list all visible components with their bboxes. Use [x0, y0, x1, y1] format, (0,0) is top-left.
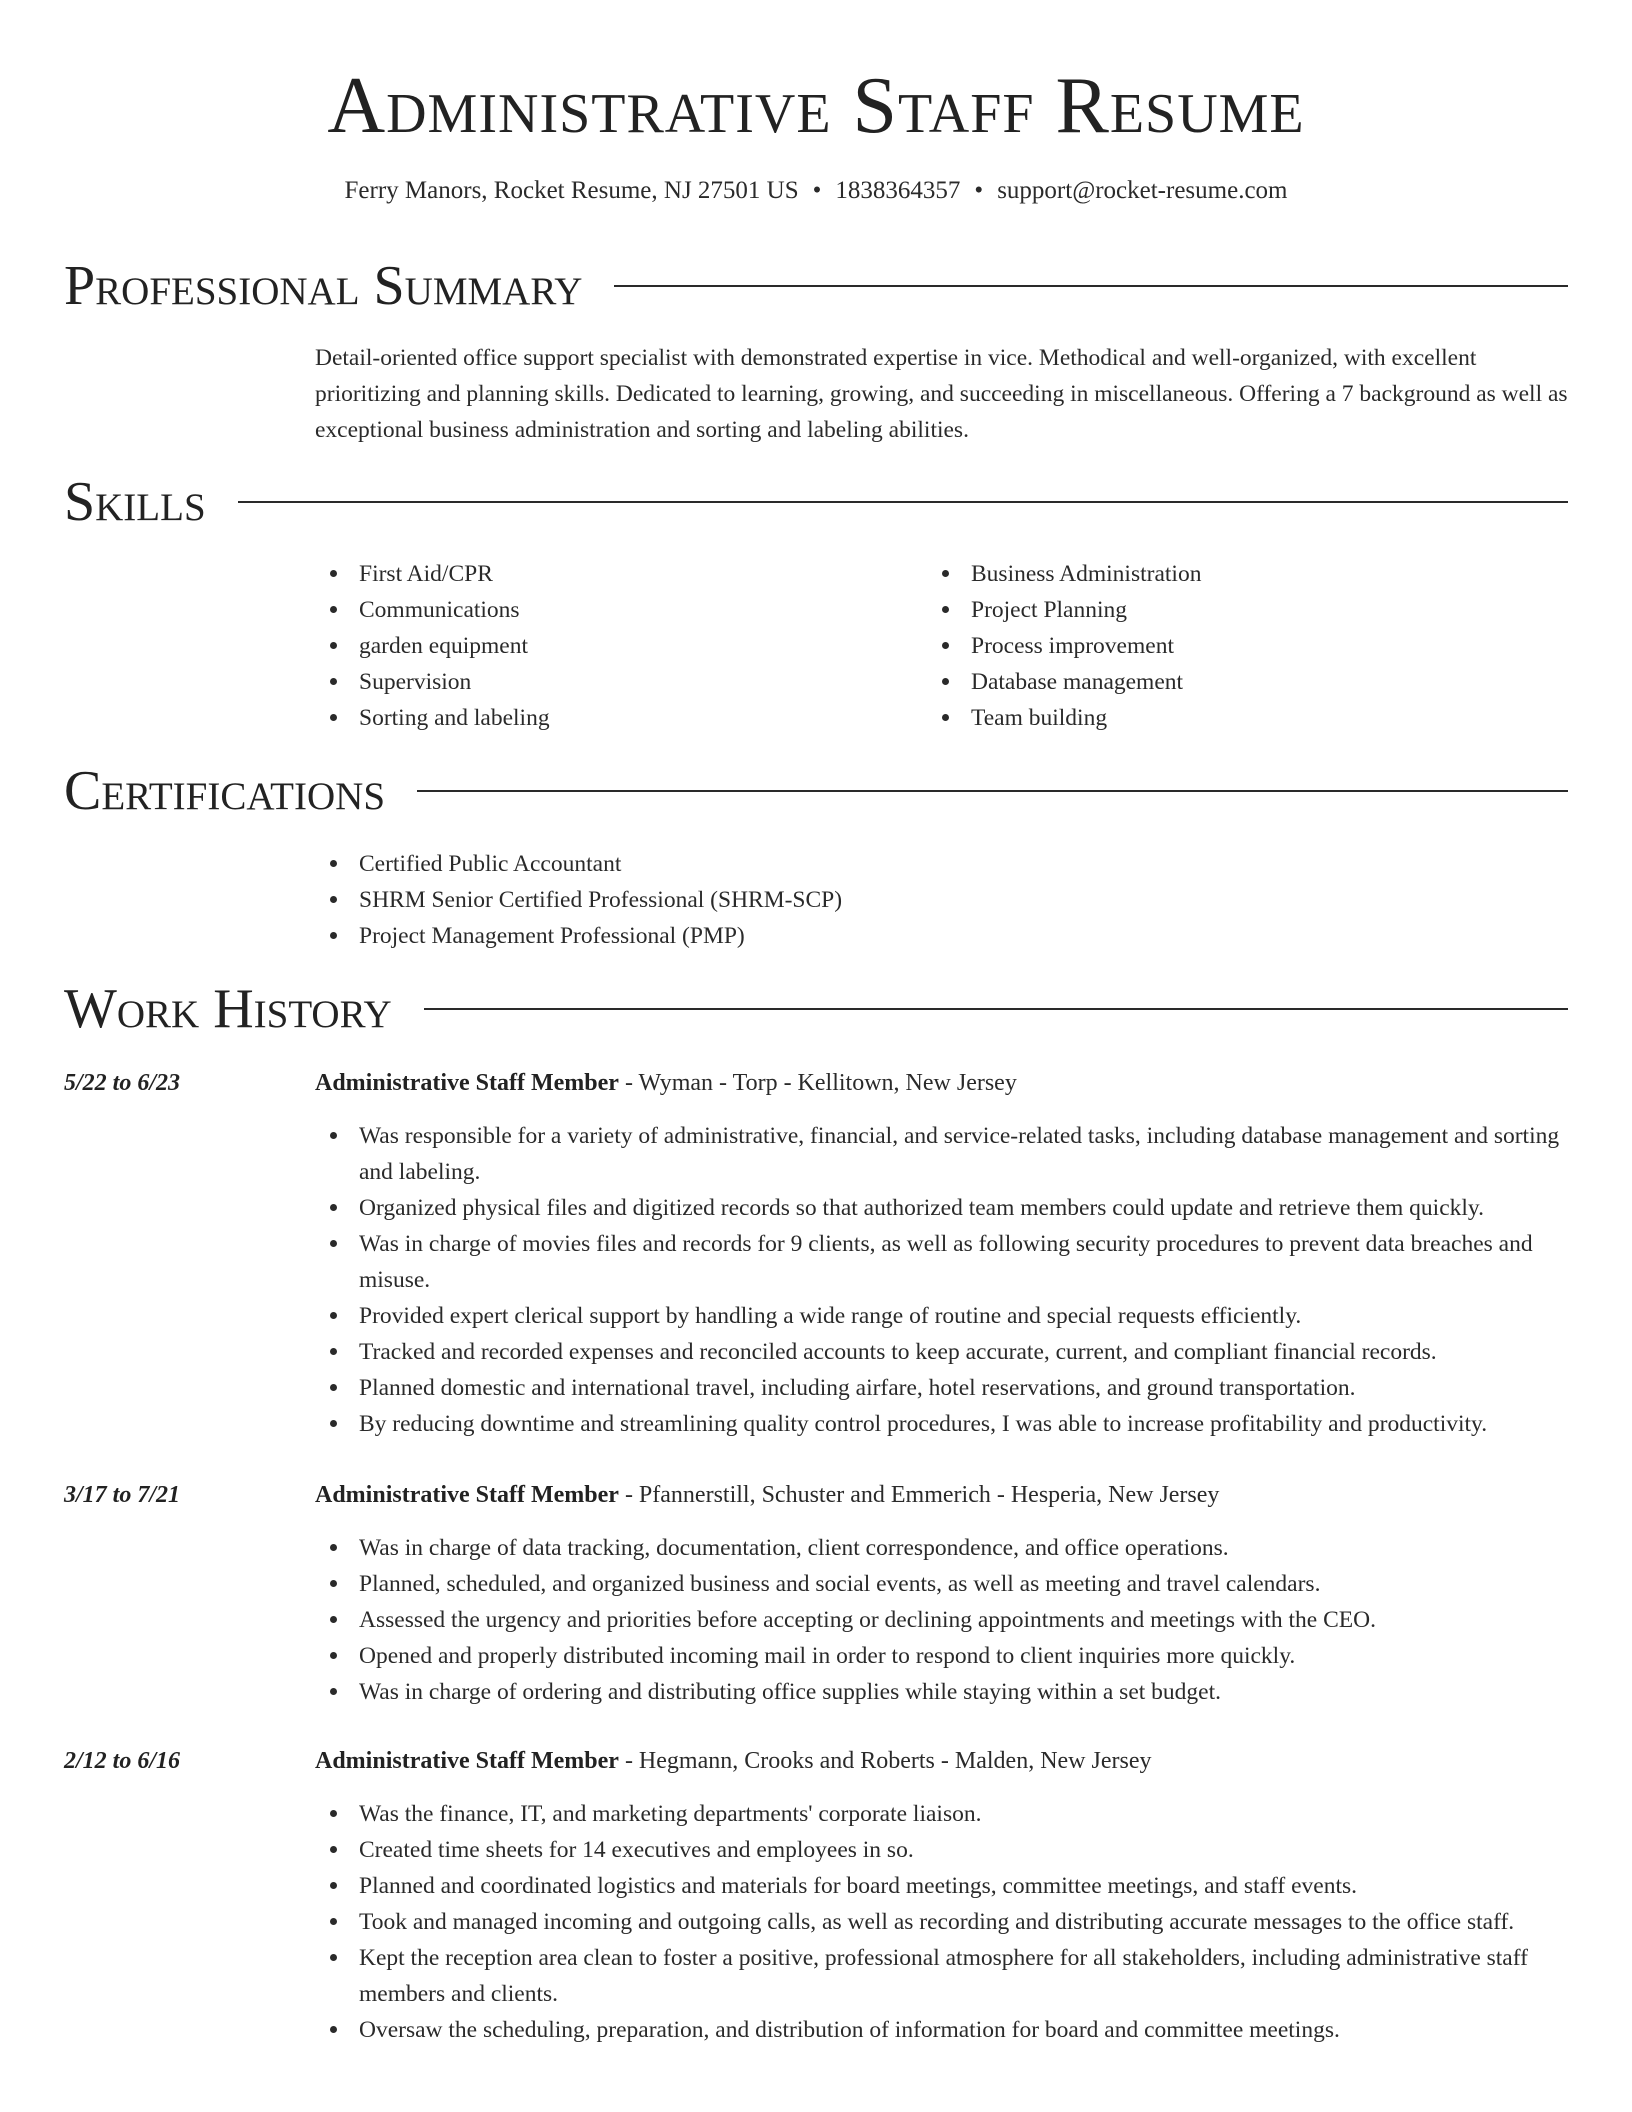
job-employer: - Pfannerstill, Schuster and Emmerich - Hesperia, New Jersey — [618, 1482, 1220, 1508]
job-title: Administrative Staff Member — [315, 1482, 619, 1508]
job-duty: Organized physical files and digitized records so that authorized team members could update and retrieve them quickly. — [315, 1190, 1570, 1226]
skills-heading: Skills — [64, 471, 206, 533]
job-duties-list — [315, 1530, 1570, 1710]
skill-item: First Aid/CPR — [315, 556, 550, 592]
job-duty: Oversaw the scheduling, preparation, and distribution of information for board and committee meetings. — [315, 2012, 1570, 2048]
section-divider — [424, 1008, 1568, 1010]
certification-item: Certified Public Accountant — [315, 846, 842, 882]
contact-phone: 1838364357 — [835, 177, 961, 204]
skill-item: Supervision — [315, 664, 550, 700]
skill-item: garden equipment — [315, 628, 550, 664]
section-divider — [614, 285, 1568, 287]
job-duty: Was responsible for a variety of administrative, financial, and service-related tasks, including database management and sorting and labeling. — [315, 1118, 1570, 1190]
job-duty: Took and managed incoming and outgoing calls, as well as recording and distributing accurate messages to the office staff. — [315, 1904, 1570, 1940]
job-dates: 3/17 to 7/21 — [64, 1482, 181, 1508]
job-header — [315, 1477, 1570, 1513]
skill-item: Project Planning — [927, 592, 1201, 628]
summary-section-header — [64, 254, 1568, 318]
skills-section-header — [64, 470, 1568, 534]
job-duty: Planned domestic and international travel, including airfare, hotel reservations, and ground transportation. — [315, 1370, 1570, 1406]
certification-item: Project Management Professional (PMP) — [315, 918, 842, 954]
job-duty: Planned and coordinated logistics and materials for board meetings, committee meetings, and staff events. — [315, 1868, 1570, 1904]
resume-title: Administrative Staff Resume — [327, 62, 1305, 150]
contact-separator: • — [974, 177, 984, 204]
summary-heading: Professional Summary — [64, 255, 583, 317]
section-divider — [417, 790, 1568, 792]
job-duty: Was in charge of movies files and records for 9 clients, as well as following security procedures to prevent data breaches and misuse. — [315, 1226, 1570, 1298]
certification-item: SHRM Senior Certified Professional (SHRM-SCP) — [315, 882, 842, 918]
job-title: Administrative Staff Member — [315, 1748, 619, 1774]
job-duties-list — [315, 1118, 1570, 1442]
certifications-heading: Certifications — [64, 760, 386, 822]
job-duty: Created time sheets for 14 executives and employees in so. — [315, 1832, 1570, 1868]
certifications-list — [315, 846, 842, 954]
skill-item: Team building — [927, 700, 1201, 736]
job-dates: 5/22 to 6/23 — [64, 1070, 181, 1096]
work-history-section-header — [64, 977, 1568, 1041]
job-duty: Planned, scheduled, and organized business and social events, as well as meeting and travel calendars. — [315, 1566, 1570, 1602]
job-duty: Kept the reception area clean to foster a positive, professional atmosphere for all stakeholders, including administrative staff members and clients. — [315, 1940, 1570, 2012]
skill-item: Communications — [315, 592, 550, 628]
contact-address: Ferry Manors, Rocket Resume, NJ 27501 US — [344, 177, 799, 204]
work-history-heading: Work History — [64, 978, 392, 1040]
job-duty: Tracked and recorded expenses and reconciled accounts to keep accurate, current, and compliant financial records. — [315, 1334, 1570, 1370]
contact-email: support@rocket-resume.com — [997, 177, 1288, 204]
job-employer: - Hegmann, Crooks and Roberts - Malden, New Jersey — [618, 1748, 1152, 1774]
summary-text: Detail-oriented office support specialist with demonstrated expertise in vice. Methodical and well-organized, with excellent prioritizing and planning skills. Dedicated to learning, growing, and succeeding in miscellaneous. Offering a 7 background as well as exceptional business administration and sorting and labeling abilities. — [315, 345, 1568, 443]
job-dates: 2/12 to 6/16 — [64, 1748, 181, 1774]
job-duty: Assessed the urgency and priorities before accepting or declining appointments and meetings with the CEO. — [315, 1602, 1570, 1638]
skill-item: Business Administration — [927, 556, 1201, 592]
job-header — [315, 1065, 1570, 1101]
job-duties-list — [315, 1796, 1570, 2048]
skills-list-left — [315, 556, 550, 736]
section-divider — [238, 501, 1568, 503]
certifications-section-header — [64, 759, 1568, 823]
skill-item: Database management — [927, 664, 1201, 700]
job-title: Administrative Staff Member — [315, 1070, 619, 1096]
job-employer: - Wyman - Torp - Kellitown, New Jersey — [618, 1070, 1017, 1096]
contact-line — [0, 174, 1632, 208]
job-duty: Was the finance, IT, and marketing departments' corporate liaison. — [315, 1796, 1570, 1832]
job-duty: Was in charge of data tracking, documentation, client correspondence, and office operations. — [315, 1530, 1570, 1566]
job-duty: Provided expert clerical support by handling a wide range of routine and special requests efficiently. — [315, 1298, 1570, 1334]
job-header — [315, 1743, 1570, 1779]
job-duty: By reducing downtime and streamlining quality control procedures, I was able to increase profitability and productivity. — [315, 1406, 1570, 1442]
skills-list-right — [927, 556, 1201, 736]
skill-item: Process improvement — [927, 628, 1201, 664]
job-duty: Was in charge of ordering and distributing office supplies while staying within a set budget. — [315, 1674, 1570, 1710]
contact-separator: • — [812, 177, 822, 204]
skill-item: Sorting and labeling — [315, 700, 550, 736]
job-duty: Opened and properly distributed incoming mail in order to respond to client inquiries more quickly. — [315, 1638, 1570, 1674]
